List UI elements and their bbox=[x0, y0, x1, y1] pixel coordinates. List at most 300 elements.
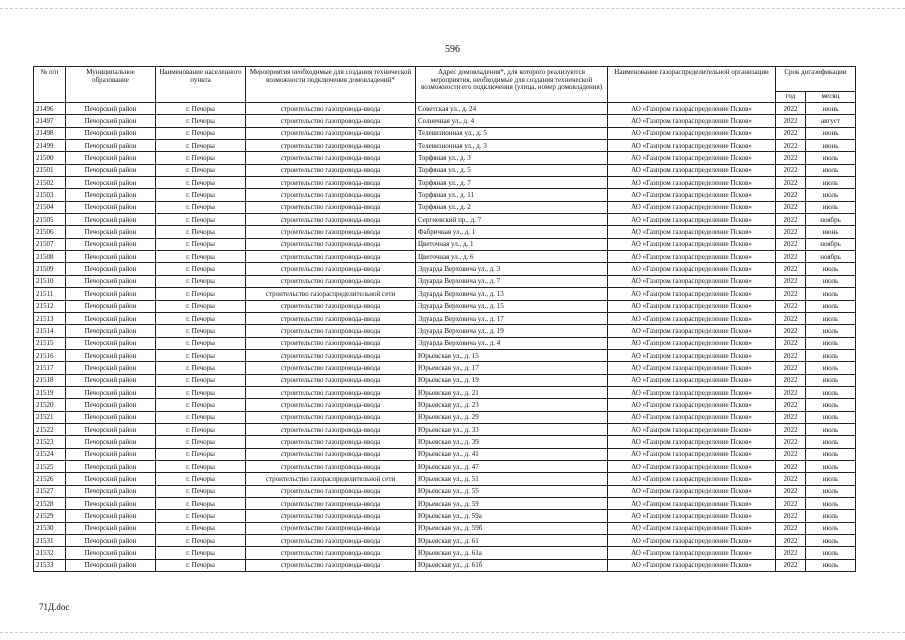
table-row bbox=[34, 103, 856, 115]
cell-settlement: г. Печоры bbox=[156, 263, 246, 275]
cell-settlement: г. Печоры bbox=[156, 226, 246, 238]
cell-month: июль bbox=[806, 473, 856, 485]
cell-year: 2022 bbox=[776, 127, 806, 139]
cell-settlement: г. Печоры bbox=[156, 127, 246, 139]
cell-year: 2022 bbox=[776, 300, 806, 312]
cell-organization: АО «Газпром газораспределение Псков» bbox=[608, 510, 776, 522]
cell-activity: строительство газораспределительной сети bbox=[246, 473, 416, 485]
cell-year: 2022 bbox=[776, 140, 806, 152]
cell-address: Юрьевская ул., д. 15 bbox=[416, 349, 608, 361]
cell-year: 2022 bbox=[776, 485, 806, 497]
cell-settlement: г. Печоры bbox=[156, 460, 246, 472]
cell-address: Цветочная ул., д. 1 bbox=[416, 238, 608, 250]
cell-settlement: г. Печоры bbox=[156, 275, 246, 287]
cell-activity: строительство газопровода-ввода bbox=[246, 362, 416, 374]
cell-address: Юрьевская ул., д. 51 bbox=[416, 473, 608, 485]
cell-month: июль bbox=[806, 423, 856, 435]
cell-month: июль bbox=[806, 460, 856, 472]
cell-organization: АО «Газпром газораспределение Псков» bbox=[608, 411, 776, 423]
cell-address: Эдуарда Верховича ул., д. 4 bbox=[416, 337, 608, 349]
cell-year: 2022 bbox=[776, 288, 806, 300]
cell-municipality: Печорский район bbox=[66, 201, 156, 213]
cell-month: июль bbox=[806, 510, 856, 522]
cell-settlement: г. Печоры bbox=[156, 559, 246, 571]
cell-settlement: г. Печоры bbox=[156, 288, 246, 300]
cell-number: 21525 bbox=[34, 460, 66, 472]
cell-month: июль bbox=[806, 485, 856, 497]
cell-month: июль bbox=[806, 399, 856, 411]
cell-activity: строительство газопровода-ввода bbox=[246, 201, 416, 213]
cell-municipality: Печорский район bbox=[66, 189, 156, 201]
cell-month: июль bbox=[806, 535, 856, 547]
cell-organization: АО «Газпром газораспределение Псков» bbox=[608, 226, 776, 238]
cell-organization: АО «Газпром газораспределение Псков» bbox=[608, 238, 776, 250]
cell-year: 2022 bbox=[776, 374, 806, 386]
cell-settlement: г. Печоры bbox=[156, 140, 246, 152]
cell-year: 2022 bbox=[776, 399, 806, 411]
table-row bbox=[34, 325, 856, 337]
cell-address: Юрьевская ул., д. 33 bbox=[416, 423, 608, 435]
cell-settlement: г. Печоры bbox=[156, 448, 246, 460]
cell-municipality: Печорский район bbox=[66, 288, 156, 300]
cell-activity: строительство газопровода-ввода bbox=[246, 448, 416, 460]
cell-month: июль bbox=[806, 448, 856, 460]
cell-year: 2022 bbox=[776, 547, 806, 559]
cell-municipality: Печорский район bbox=[66, 485, 156, 497]
cell-activity: строительство газопровода-ввода bbox=[246, 115, 416, 127]
cell-number: 21502 bbox=[34, 177, 66, 189]
cell-month: июль bbox=[806, 288, 856, 300]
cell-municipality: Печорский район bbox=[66, 263, 156, 275]
cell-organization: АО «Газпром газораспределение Псков» bbox=[608, 436, 776, 448]
cell-month: июль bbox=[806, 349, 856, 361]
table-row bbox=[34, 510, 856, 522]
cell-activity: строительство газопровода-ввода bbox=[246, 386, 416, 398]
cell-address: Торфяная ул., д. 3 bbox=[416, 152, 608, 164]
cell-month: июль bbox=[806, 275, 856, 287]
cell-settlement: г. Печоры bbox=[156, 201, 246, 213]
cell-address: Юрьевская ул., д. 41 bbox=[416, 448, 608, 460]
cell-number: 21509 bbox=[34, 263, 66, 275]
cell-settlement: г. Печоры bbox=[156, 374, 246, 386]
cell-year: 2022 bbox=[776, 337, 806, 349]
cell-activity: строительство газопровода-ввода bbox=[246, 140, 416, 152]
cell-month: июль bbox=[806, 386, 856, 398]
cell-year: 2022 bbox=[776, 164, 806, 176]
cell-activity: строительство газопровода-ввода bbox=[246, 349, 416, 361]
cell-activity: строительство газопровода-ввода bbox=[246, 337, 416, 349]
cell-number: 21513 bbox=[34, 312, 66, 324]
cell-number: 21526 bbox=[34, 473, 66, 485]
cell-year: 2022 bbox=[776, 362, 806, 374]
cell-settlement: г. Печоры bbox=[156, 510, 246, 522]
cell-number: 21503 bbox=[34, 189, 66, 201]
header-num: № п/п bbox=[34, 67, 66, 103]
cell-municipality: Печорский район bbox=[66, 177, 156, 189]
cell-organization: АО «Газпром газораспределение Псков» bbox=[608, 214, 776, 226]
cell-number: 21501 bbox=[34, 164, 66, 176]
cell-settlement: г. Печоры bbox=[156, 399, 246, 411]
cell-year: 2022 bbox=[776, 510, 806, 522]
cell-year: 2022 bbox=[776, 189, 806, 201]
cell-address: Советская ул., д. 24 bbox=[416, 103, 608, 115]
cell-address: Эдуарда Верховича ул., д. 7 bbox=[416, 275, 608, 287]
cell-activity: строительство газопровода-ввода bbox=[246, 399, 416, 411]
table-row bbox=[34, 399, 856, 411]
cell-municipality: Печорский район bbox=[66, 214, 156, 226]
cell-month: ноябрь bbox=[806, 251, 856, 263]
cell-month: июль bbox=[806, 312, 856, 324]
cell-month: июль bbox=[806, 374, 856, 386]
cell-municipality: Печорский район bbox=[66, 152, 156, 164]
cell-activity: строительство газопровода-ввода bbox=[246, 374, 416, 386]
cell-year: 2022 bbox=[776, 386, 806, 398]
table-row bbox=[34, 300, 856, 312]
table-row bbox=[34, 362, 856, 374]
cell-year: 2022 bbox=[776, 251, 806, 263]
cell-month: июнь bbox=[806, 103, 856, 115]
cell-address: Юрьевская ул., д. 39 bbox=[416, 436, 608, 448]
table-row bbox=[34, 460, 856, 472]
cell-address: Юрьевская ул., д. 61б bbox=[416, 559, 608, 571]
cell-number: 21521 bbox=[34, 411, 66, 423]
cell-number: 21506 bbox=[34, 226, 66, 238]
cell-address: Эдуарда Верховича ул., д. 13 bbox=[416, 288, 608, 300]
cell-settlement: г. Печоры bbox=[156, 214, 246, 226]
cell-settlement: г. Печоры bbox=[156, 498, 246, 510]
cell-activity: строительство газопровода-ввода bbox=[246, 559, 416, 571]
cell-organization: АО «Газпром газораспределение Псков» bbox=[608, 263, 776, 275]
cell-organization: АО «Газпром газораспределение Псков» bbox=[608, 189, 776, 201]
cell-organization: АО «Газпром газораспределение Псков» bbox=[608, 374, 776, 386]
cell-organization: АО «Газпром газораспределение Псков» bbox=[608, 522, 776, 534]
cell-number: 21519 bbox=[34, 386, 66, 398]
cell-month: июль bbox=[806, 152, 856, 164]
table-row bbox=[34, 214, 856, 226]
table-row bbox=[34, 522, 856, 534]
cell-month: июнь bbox=[806, 226, 856, 238]
cell-organization: АО «Газпром газораспределение Псков» bbox=[608, 140, 776, 152]
cell-settlement: г. Печоры bbox=[156, 177, 246, 189]
cell-activity: строительство газопровода-ввода bbox=[246, 485, 416, 497]
cell-activity: строительство газопровода-ввода bbox=[246, 214, 416, 226]
cell-address: Телевизионная ул., д. 5 bbox=[416, 127, 608, 139]
cell-settlement: г. Печоры bbox=[156, 152, 246, 164]
cell-activity: строительство газопровода-ввода bbox=[246, 103, 416, 115]
cell-settlement: г. Печоры bbox=[156, 535, 246, 547]
cell-activity: строительство газопровода-ввода bbox=[246, 127, 416, 139]
cell-municipality: Печорский район bbox=[66, 337, 156, 349]
cell-organization: АО «Газпром газораспределение Псков» bbox=[608, 448, 776, 460]
cell-organization: АО «Газпром газораспределение Псков» bbox=[608, 300, 776, 312]
cell-month: июль bbox=[806, 177, 856, 189]
cell-municipality: Печорский район bbox=[66, 473, 156, 485]
cell-activity: строительство газопровода-ввода bbox=[246, 535, 416, 547]
cell-municipality: Печорский район bbox=[66, 251, 156, 263]
cell-municipality: Печорский район bbox=[66, 312, 156, 324]
cell-municipality: Печорский район bbox=[66, 127, 156, 139]
table-row bbox=[34, 436, 856, 448]
cell-municipality: Печорский район bbox=[66, 411, 156, 423]
table-row bbox=[34, 559, 856, 571]
cell-municipality: Печорский район bbox=[66, 510, 156, 522]
cell-address: Торфяная ул., д. 7 bbox=[416, 177, 608, 189]
cell-address: Юрьевская ул., д. 23 bbox=[416, 399, 608, 411]
cell-organization: АО «Газпром газораспределение Псков» bbox=[608, 312, 776, 324]
cell-organization: АО «Газпром газораспределение Псков» bbox=[608, 535, 776, 547]
cell-address: Цветочная ул., д. 6 bbox=[416, 251, 608, 263]
cell-year: 2022 bbox=[776, 436, 806, 448]
cell-number: 21500 bbox=[34, 152, 66, 164]
cell-address: Юрьевская ул., д. 55 bbox=[416, 485, 608, 497]
table-row bbox=[34, 386, 856, 398]
cell-month: июнь bbox=[806, 140, 856, 152]
table-row bbox=[34, 152, 856, 164]
cell-address: Юрьевская ул., д. 29 bbox=[416, 411, 608, 423]
table-row bbox=[34, 115, 856, 127]
cell-organization: АО «Газпром газораспределение Псков» bbox=[608, 325, 776, 337]
cell-number: 21529 bbox=[34, 510, 66, 522]
cell-year: 2022 bbox=[776, 448, 806, 460]
cell-settlement: г. Печоры bbox=[156, 386, 246, 398]
cell-activity: строительство газопровода-ввода bbox=[246, 164, 416, 176]
cell-organization: АО «Газпром газораспределение Псков» bbox=[608, 201, 776, 213]
cell-activity: строительство газопровода-ввода bbox=[246, 189, 416, 201]
cell-activity: строительство газопровода-ввода bbox=[246, 238, 416, 250]
table-row bbox=[34, 189, 856, 201]
cell-organization: АО «Газпром газораспределение Псков» bbox=[608, 423, 776, 435]
cell-municipality: Печорский район bbox=[66, 349, 156, 361]
cell-municipality: Печорский район bbox=[66, 115, 156, 127]
header-month: месяц bbox=[806, 92, 856, 103]
cell-municipality: Печорский район bbox=[66, 436, 156, 448]
table-row bbox=[34, 177, 856, 189]
cell-number: 21530 bbox=[34, 522, 66, 534]
cell-year: 2022 bbox=[776, 226, 806, 238]
cell-activity: строительство газопровода-ввода bbox=[246, 312, 416, 324]
header-settlement: Наименование населенного пункта bbox=[156, 67, 246, 103]
table-row bbox=[34, 164, 856, 176]
cell-municipality: Печорский район bbox=[66, 522, 156, 534]
cell-number: 21522 bbox=[34, 423, 66, 435]
cell-address: Торфяная ул., д. 11 bbox=[416, 189, 608, 201]
cell-activity: строительство газопровода-ввода bbox=[246, 177, 416, 189]
cell-organization: АО «Газпром газораспределение Псков» bbox=[608, 547, 776, 559]
cell-settlement: г. Печоры bbox=[156, 362, 246, 374]
cell-settlement: г. Печоры bbox=[156, 325, 246, 337]
top-scan-edge bbox=[0, 8, 905, 9]
cell-activity: строительство газораспределительной сети bbox=[246, 288, 416, 300]
cell-settlement: г. Печоры bbox=[156, 337, 246, 349]
bottom-scan-edge bbox=[0, 632, 905, 633]
cell-month: июль bbox=[806, 559, 856, 571]
cell-address: Эдуарда Верховича ул., д. 15 bbox=[416, 300, 608, 312]
cell-activity: строительство газопровода-ввода bbox=[246, 522, 416, 534]
cell-month: июль bbox=[806, 498, 856, 510]
table-row bbox=[34, 374, 856, 386]
cell-municipality: Печорский район bbox=[66, 325, 156, 337]
cell-settlement: г. Печоры bbox=[156, 547, 246, 559]
cell-address: Юрьевская ул., д. 21 bbox=[416, 386, 608, 398]
cell-address: Юрьевская ул., д. 47 bbox=[416, 460, 608, 472]
cell-address: Юрьевская ул., д. 61а bbox=[416, 547, 608, 559]
cell-number: 21533 bbox=[34, 559, 66, 571]
cell-number: 21512 bbox=[34, 300, 66, 312]
cell-number: 21517 bbox=[34, 362, 66, 374]
cell-settlement: г. Печоры bbox=[156, 238, 246, 250]
cell-activity: строительство газопровода-ввода bbox=[246, 423, 416, 435]
cell-year: 2022 bbox=[776, 103, 806, 115]
cell-municipality: Печорский район bbox=[66, 300, 156, 312]
cell-number: 21524 bbox=[34, 448, 66, 460]
cell-number: 21527 bbox=[34, 485, 66, 497]
cell-year: 2022 bbox=[776, 522, 806, 534]
table-row bbox=[34, 498, 856, 510]
table-row bbox=[34, 263, 856, 275]
cell-month: июль bbox=[806, 300, 856, 312]
cell-year: 2022 bbox=[776, 238, 806, 250]
cell-activity: строительство газопровода-ввода bbox=[246, 498, 416, 510]
cell-municipality: Печорский район bbox=[66, 386, 156, 398]
cell-municipality: Печорский район bbox=[66, 103, 156, 115]
table-row bbox=[34, 349, 856, 361]
cell-organization: АО «Газпром газораспределение Псков» bbox=[608, 349, 776, 361]
cell-number: 21520 bbox=[34, 399, 66, 411]
cell-number: 21499 bbox=[34, 140, 66, 152]
cell-month: июль bbox=[806, 411, 856, 423]
cell-activity: строительство газопровода-ввода bbox=[246, 547, 416, 559]
cell-activity: строительство газопровода-ввода bbox=[246, 460, 416, 472]
cell-municipality: Печорский район bbox=[66, 423, 156, 435]
cell-organization: АО «Газпром газораспределение Псков» bbox=[608, 115, 776, 127]
cell-municipality: Печорский район bbox=[66, 275, 156, 287]
table-row bbox=[34, 201, 856, 213]
cell-activity: строительство газопровода-ввода bbox=[246, 325, 416, 337]
cell-month: июль bbox=[806, 337, 856, 349]
header-year: год bbox=[776, 92, 806, 103]
cell-municipality: Печорский район bbox=[66, 460, 156, 472]
cell-number: 21504 bbox=[34, 201, 66, 213]
cell-month: июль bbox=[806, 263, 856, 275]
cell-settlement: г. Печоры bbox=[156, 312, 246, 324]
cell-address: Торфяная ул., д. 5 bbox=[416, 164, 608, 176]
cell-organization: АО «Газпром газораспределение Псков» bbox=[608, 288, 776, 300]
header-activity: Мероприятия необходимые для создания технической возможности подключения домовладений* bbox=[246, 67, 416, 103]
cell-activity: строительство газопровода-ввода bbox=[246, 275, 416, 287]
cell-settlement: г. Печоры bbox=[156, 300, 246, 312]
cell-year: 2022 bbox=[776, 115, 806, 127]
table-row bbox=[34, 288, 856, 300]
header-address: Адрес домовладения*, для которого реализуются мероприятия, необходимые для создания технической возможности его подключения (улица, номер домовладения) bbox=[416, 67, 608, 103]
cell-number: 21511 bbox=[34, 288, 66, 300]
cell-municipality: Печорский район bbox=[66, 399, 156, 411]
cell-activity: строительство газопровода-ввода bbox=[246, 251, 416, 263]
header-row bbox=[34, 67, 856, 92]
cell-settlement: г. Печоры bbox=[156, 115, 246, 127]
cell-settlement: г. Печоры bbox=[156, 411, 246, 423]
table-row bbox=[34, 423, 856, 435]
cell-year: 2022 bbox=[776, 263, 806, 275]
table-row bbox=[34, 547, 856, 559]
cell-number: 21523 bbox=[34, 436, 66, 448]
cell-number: 21496 bbox=[34, 103, 66, 115]
cell-municipality: Печорский район bbox=[66, 362, 156, 374]
cell-activity: строительство газопровода-ввода bbox=[246, 510, 416, 522]
cell-municipality: Печорский район bbox=[66, 448, 156, 460]
cell-year: 2022 bbox=[776, 275, 806, 287]
cell-activity: строительство газопровода-ввода bbox=[246, 411, 416, 423]
cell-address: Эдуарда Верховича ул., д. 19 bbox=[416, 325, 608, 337]
cell-number: 21505 bbox=[34, 214, 66, 226]
cell-year: 2022 bbox=[776, 559, 806, 571]
cell-organization: АО «Газпром газораспределение Псков» bbox=[608, 399, 776, 411]
cell-number: 21497 bbox=[34, 115, 66, 127]
cell-settlement: г. Печоры bbox=[156, 103, 246, 115]
cell-organization: АО «Газпром газораспределение Псков» bbox=[608, 386, 776, 398]
cell-municipality: Печорский район bbox=[66, 164, 156, 176]
cell-address: Юрьевская ул., д. 59б bbox=[416, 522, 608, 534]
cell-number: 21516 bbox=[34, 349, 66, 361]
cell-settlement: г. Печоры bbox=[156, 423, 246, 435]
cell-year: 2022 bbox=[776, 498, 806, 510]
cell-address: Юрьевская ул., д. 59 bbox=[416, 498, 608, 510]
table-row bbox=[34, 140, 856, 152]
cell-municipality: Печорский район bbox=[66, 498, 156, 510]
cell-month: июль bbox=[806, 325, 856, 337]
cell-month: июль bbox=[806, 201, 856, 213]
cell-year: 2022 bbox=[776, 177, 806, 189]
cell-year: 2022 bbox=[776, 423, 806, 435]
cell-organization: АО «Газпром газораспределение Псков» bbox=[608, 275, 776, 287]
table-row bbox=[34, 535, 856, 547]
cell-settlement: г. Печоры bbox=[156, 189, 246, 201]
gasification-table bbox=[33, 66, 856, 572]
table-row bbox=[34, 251, 856, 263]
cell-number: 21508 bbox=[34, 251, 66, 263]
table-row bbox=[34, 238, 856, 250]
cell-municipality: Печорский район bbox=[66, 238, 156, 250]
cell-number: 21518 bbox=[34, 374, 66, 386]
cell-year: 2022 bbox=[776, 473, 806, 485]
cell-organization: АО «Газпром газораспределение Псков» bbox=[608, 559, 776, 571]
cell-organization: АО «Газпром газораспределение Псков» bbox=[608, 103, 776, 115]
cell-number: 21507 bbox=[34, 238, 66, 250]
cell-year: 2022 bbox=[776, 460, 806, 472]
cell-address: Солнечная ул., д. 4 bbox=[416, 115, 608, 127]
cell-month: август bbox=[806, 115, 856, 127]
cell-activity: строительство газопровода-ввода bbox=[246, 152, 416, 164]
cell-number: 21510 bbox=[34, 275, 66, 287]
cell-address: Торфяная ул., д. 2 bbox=[416, 201, 608, 213]
cell-activity: строительство газопровода-ввода bbox=[246, 263, 416, 275]
page-number: 596 bbox=[445, 44, 460, 55]
cell-address: Телевизионная ул., д. 3 bbox=[416, 140, 608, 152]
cell-month: июль bbox=[806, 522, 856, 534]
header-municipality: Муниципальное образование bbox=[66, 67, 156, 103]
cell-settlement: г. Печоры bbox=[156, 522, 246, 534]
cell-municipality: Печорский район bbox=[66, 140, 156, 152]
table-row bbox=[34, 485, 856, 497]
cell-organization: АО «Газпром газораспределение Псков» bbox=[608, 127, 776, 139]
cell-activity: строительство газопровода-ввода bbox=[246, 436, 416, 448]
cell-settlement: г. Печоры bbox=[156, 436, 246, 448]
cell-address: Эдуарда Верховича ул., д. 17 bbox=[416, 312, 608, 324]
cell-month: июнь bbox=[806, 127, 856, 139]
table-row bbox=[34, 275, 856, 287]
cell-year: 2022 bbox=[776, 214, 806, 226]
cell-settlement: г. Печоры bbox=[156, 251, 246, 263]
cell-municipality: Печорский район bbox=[66, 547, 156, 559]
